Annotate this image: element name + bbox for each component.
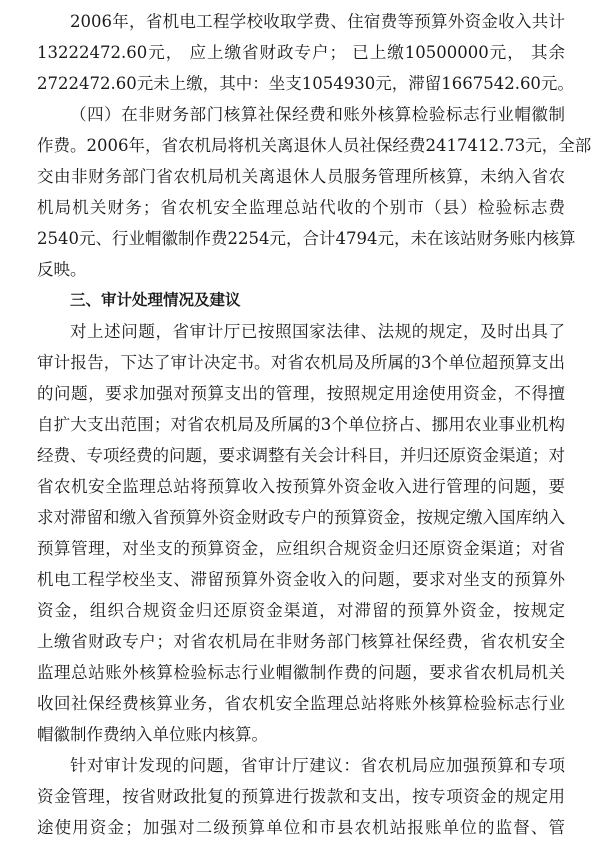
- text-line: 审计报告，下达了审计决定书。对省农机局及所属的3个单位超预算支出: [37, 353, 565, 372]
- text-line: 对上述问题，省审计厅已按照国家法律、法规的规定，及时出具了: [70, 322, 565, 341]
- document-page: [37, 6, 592, 843]
- text-line: 反映。: [37, 260, 87, 279]
- text-line: 针对审计发现的问题，省审计厅建议：省农机局应加强预算和专项: [70, 756, 565, 775]
- text-line: 监理总站账外核算检验标志行业帽徽制作费的问题，要求省农机局机关: [37, 663, 565, 682]
- text-line: 资金管理，按省财政批复的预算进行拨款和支出，按专项资金的规定用: [37, 787, 565, 806]
- text-line: 2540元、行业帽徽制作费2254元，合计4794元，未在该站财务账内核算: [37, 229, 576, 248]
- text-line: 作费。2006年，省农机局将机关离退休人员社保经费2417412.73元，全部: [37, 136, 592, 155]
- text-line: 机电工程学校坐支、滞留预算外资金收入的问题，要求对坐支的预算外: [37, 570, 565, 589]
- text-line: 自扩大支出范围；对省农机局及所属的3个单位挤占、挪用农业事业机构: [37, 415, 565, 434]
- text-line: 上缴省财政专户；对省农机局在非财务部门核算社保经费，省农机安全: [37, 632, 565, 651]
- text-line: 13222472.60元， 应上缴省财政专户； 已上缴10500000元， 其余: [37, 43, 565, 62]
- text-line: 求对滞留和缴入省预算外资金财政专户的预算资金，按规定缴入国库纳入: [37, 508, 565, 527]
- section-heading: 三、审计处理情况及建议: [70, 291, 241, 309]
- text-line: 机局机关财务；省农机安全监理总站代收的个别市（县）检验标志费: [37, 198, 565, 217]
- text-line: 预算管理，对坐支的预算资金，应组织合规资金归还原资金渠道；对省: [37, 539, 565, 558]
- text-line: 资金，组织合规资金归还原资金渠道，对滞留的预算外资金，按规定: [37, 601, 565, 620]
- text-line: （四）在非财务部门核算社保经费和账外核算检验标志行业帽徽制: [70, 105, 565, 124]
- text-line: 收回社保经费核算业务，省农机安全监理总站将账外核算检验标志行业: [37, 694, 565, 713]
- text-line: 2722472.60元未上缴，其中：坐支1054930元，滞留1667542.60元。: [37, 74, 574, 93]
- text-line: 的问题，要求加强对预算支出的管理，按照规定用途使用资金，不得擅: [37, 384, 565, 403]
- text-line: 途使用资金；加强对二级预算单位和市县农机站报账单位的监督、管: [37, 818, 565, 837]
- text-line: 交由非财务部门省农机局机关离退休人员服务管理所核算，未纳入省农: [37, 167, 565, 186]
- text-line: 帽徽制作费纳入单位账内核算。: [37, 725, 268, 744]
- text-line: 经费、专项经费的问题，要求调整有关会计科目，并归还原资金渠道；对: [37, 446, 565, 465]
- text-line: 省农机安全监理总站将预算收入按预算外资金收入进行管理的问题，要: [37, 477, 565, 496]
- text-line: 2006年，省机电工程学校收取学费、住宿费等预算外资金收入共计: [70, 12, 565, 31]
